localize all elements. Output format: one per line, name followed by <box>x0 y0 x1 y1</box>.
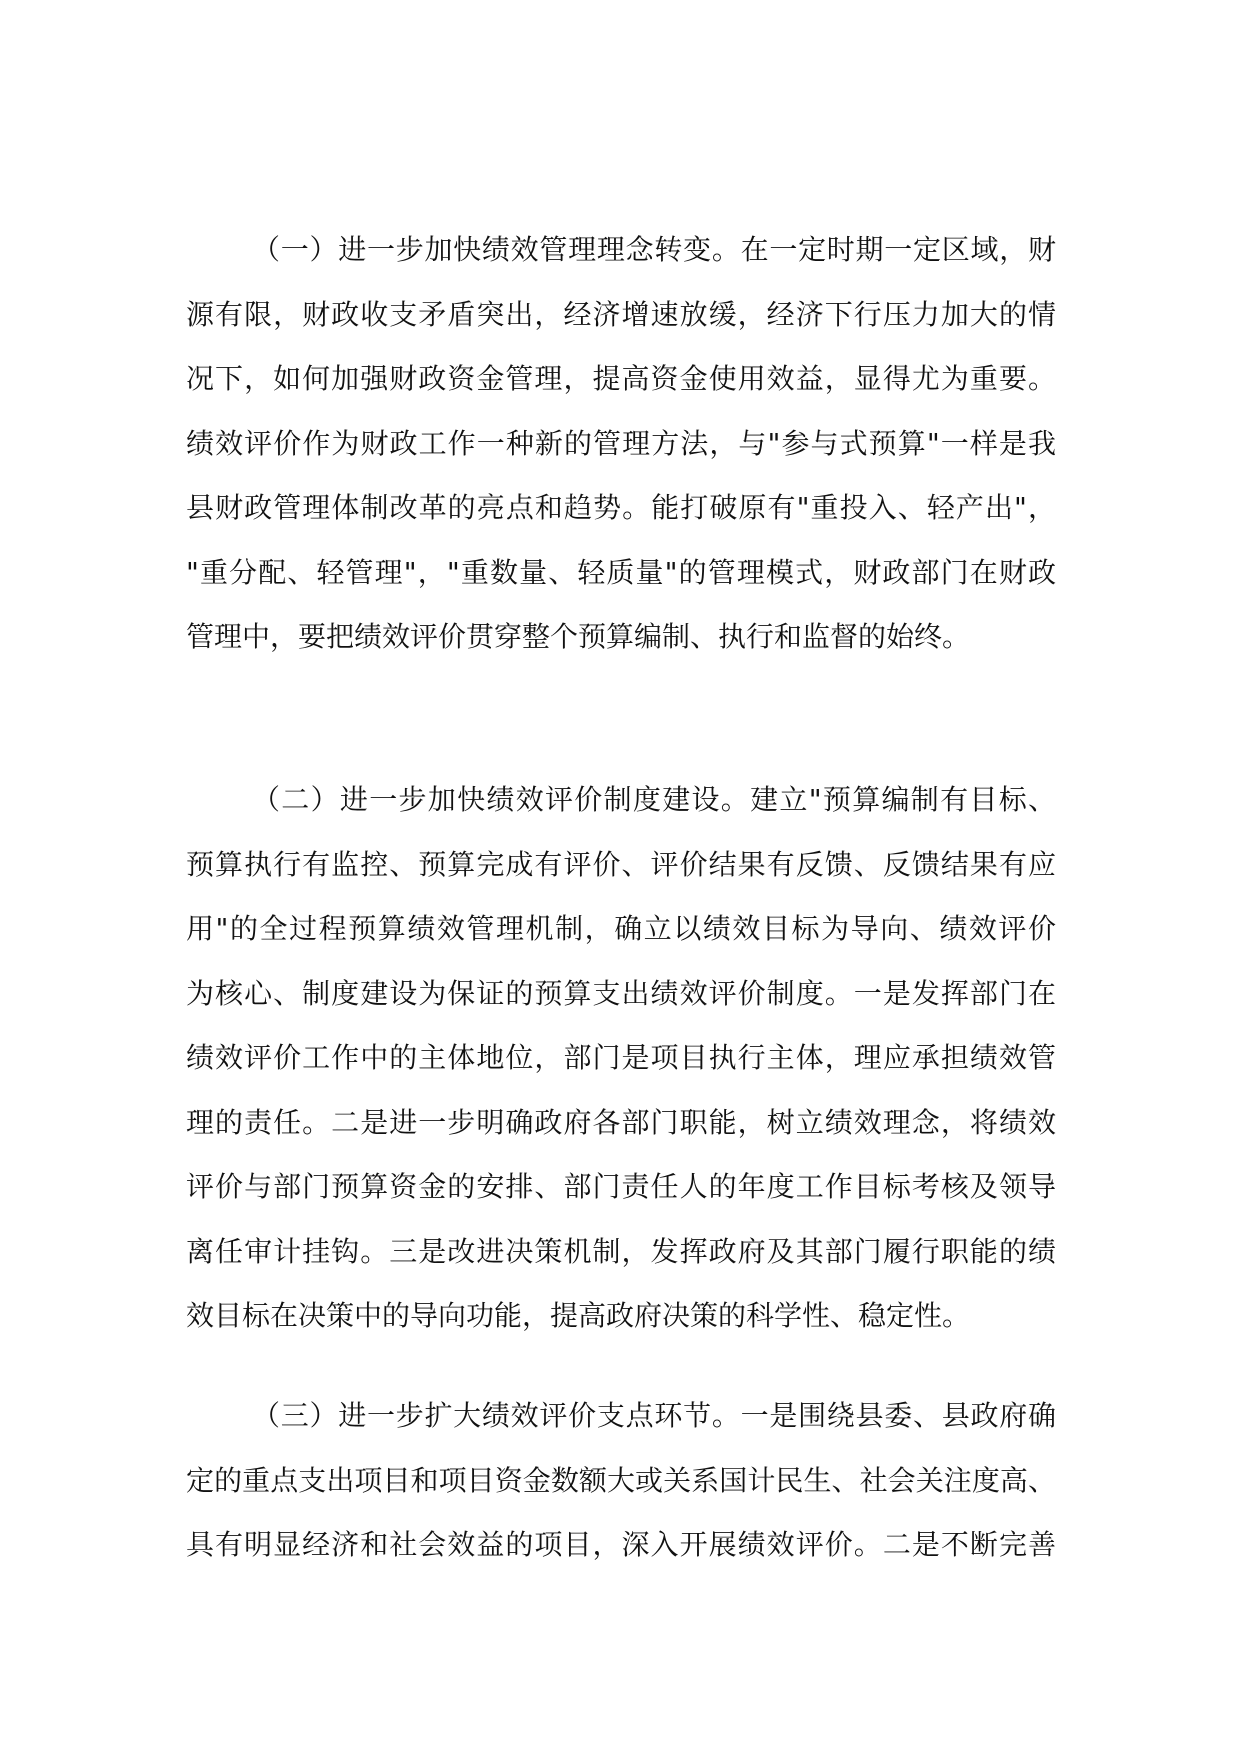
text-line: （三）进一步扩大绩效评价支点环节。一是围绕县委、县政府确 <box>252 1399 1056 1432</box>
text-line: （一）进一步加快绩效管理理念转变。在一定时期一定区域，财 <box>252 233 1056 266</box>
text-line: 评价与部门预算资金的安排、部门责任人的年度工作目标考核及领导 <box>186 1170 1056 1203</box>
text-line: 绩效评价作为财政工作一种新的管理方法，与"参与式预算"一样是我 <box>186 426 1056 460</box>
text-line: 定的重点支出项目和项目资金数额大或关系国计民生、社会关注度高、 <box>186 1463 1056 1497</box>
text-line: 管理中，要把绩效评价贯穿整个预算编制、执行和监督的始终。 <box>186 620 971 653</box>
text-line: （二）进一步加快绩效评价制度建设。建立"预算编制有目标、 <box>252 783 1056 816</box>
text-line: "重分配、轻管理"，"重数量、轻质量"的管理模式，财政部门在财政 <box>186 555 1056 589</box>
text-line: 为核心、制度建设为保证的预算支出绩效评价制度。一是发挥部门在 <box>186 976 1056 1010</box>
text-line: 离任审计挂钩。三是改进决策机制，发挥政府及其部门履行职能的绩 <box>186 1234 1056 1268</box>
text-line: 源有限，财政收支矛盾突出，经济增速放缓，经济下行压力加大的情 <box>186 297 1056 331</box>
text-line: 具有明显经济和社会效益的项目，深入开展绩效评价。二是不断完善 <box>186 1528 1056 1561</box>
paragraph-performance-concept <box>186 218 1056 670</box>
paragraph-evaluation-system <box>186 768 1056 1349</box>
text-line: 况下，如何加强财政资金管理，提高资金使用效益，显得尤为重要。 <box>186 362 1056 395</box>
text-line: 效目标在决策中的导向功能，提高政府决策的科学性、稳定性。 <box>186 1299 971 1332</box>
text-line: 理的责任。二是进一步明确政府各部门职能，树立绩效理念，将绩效 <box>186 1105 1056 1139</box>
text-line: 绩效评价工作中的主体地位，部门是项目执行主体，理应承担绩效管 <box>186 1041 1056 1074</box>
text-line: 县财政管理体制改革的亮点和趋势。能打破原有"重投入、轻产出"， <box>186 491 1056 524</box>
text-line: 预算执行有监控、预算完成有评价、评价结果有反馈、反馈结果有应 <box>186 847 1056 881</box>
text-line: 用"的全过程预算绩效管理机制，确立以绩效目标为导向、绩效评价 <box>186 912 1056 945</box>
paragraph-evaluation-expansion <box>186 1384 1056 1578</box>
